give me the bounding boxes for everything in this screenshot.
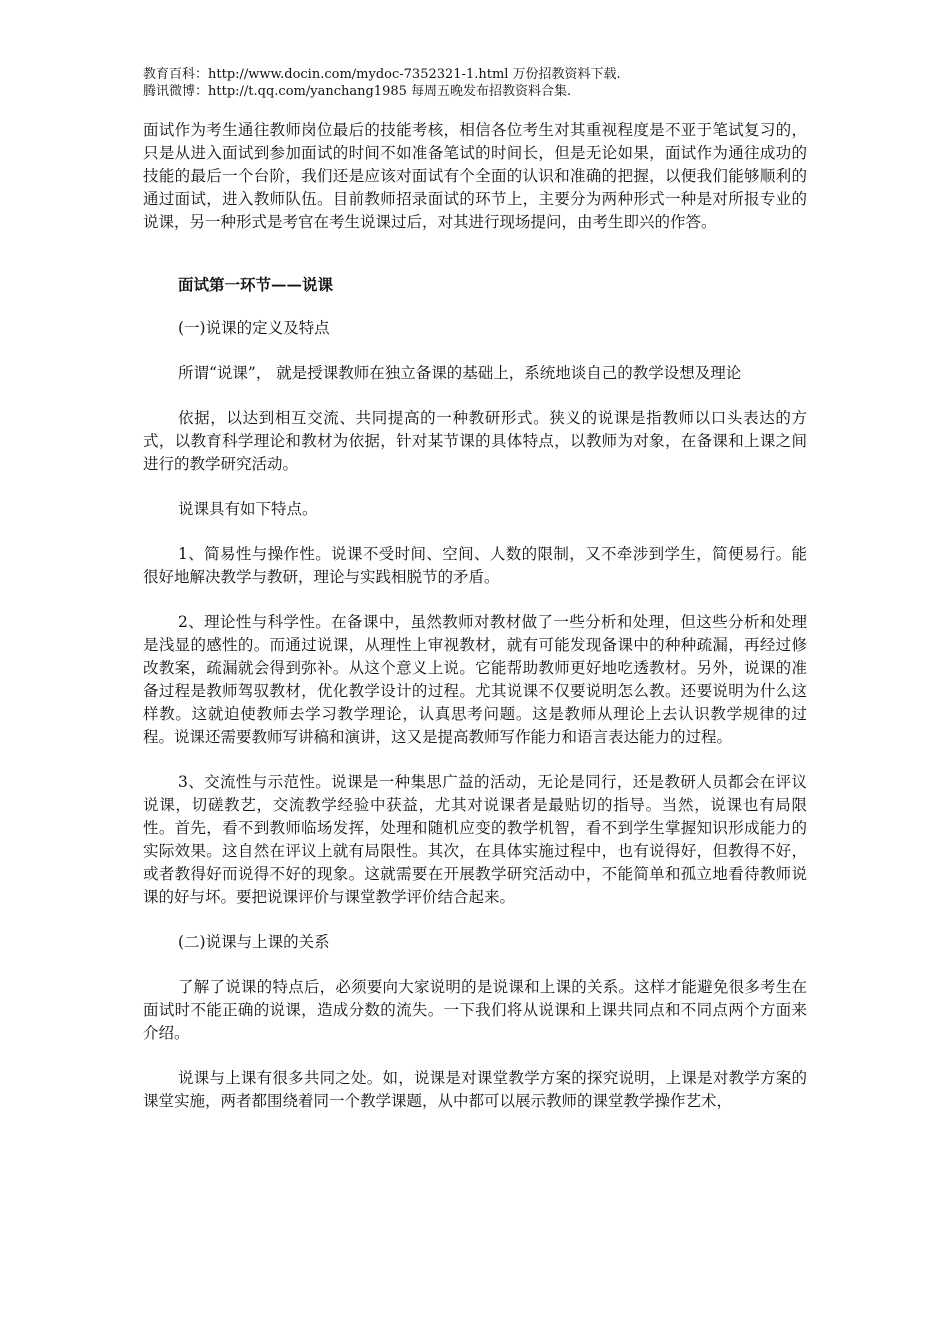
subsection-title-relation: (二)说课与上课的关系	[178, 933, 330, 951]
relation-paragraph-1: 了解了说课的特点后，必须要向大家说明的是说课和上课的关系。这样才能避免很多考生在面试时不能正确的说课，造成分数的流失。一下我们将从说课和上课共同点和不同点两个方面来介绍。	[143, 978, 807, 1042]
document-header	[143, 66, 807, 100]
feature-paragraph-3: 3、交流性与示范性。说课是一种集思广益的活动，无论是同行，还是教研人员都会在评议说课，切磋教艺，交流教学经验中获益，尤其对说课者是最贴切的指导。当然，说课也有局限性。首先，看不到教师临场发挥，处理和随机应变的教学机智，看不到学生掌握知识形成能力的实际效果。这自然在评议上就有局限性。其次，在具体实施过程中，也有说得好，但教得不好，或者教得好而说得不好的现象。这就需要在开展教学研究活动中，不能简单和孤立地看待教师说课的好与坏。要把说课评价与课堂教学评价结合起来。	[143, 773, 807, 906]
definition-paragraph-1: 所谓“说课”， 就是授课教师在独立备课的基础上，系统地谈自己的教学设想及理论	[178, 364, 742, 382]
document-page	[143, 66, 807, 1135]
header-line-weibo: 腾讯微博：http://t.qq.com/yanchang1985 每周五晚发布招教资料合集.	[143, 84, 572, 99]
relation-paragraph-2: 说课与上课有很多共同之处。如，说课是对课堂教学方案的探究说明，上课是对教学方案的课堂实施，两者都围绕着同一个教学课题，从中都可以展示教师的课堂教学操作艺术，	[143, 1069, 807, 1110]
subsection-title-definition: (一)说课的定义及特点	[178, 319, 330, 337]
features-intro: 说课具有如下特点。	[178, 500, 318, 518]
feature-paragraph-1: 1、简易性与操作性。说课不受时间、空间、人数的限制，又不牵涉到学生，简便易行。能很好地解决教学与教研，理论与实践相脱节的矛盾。	[143, 545, 807, 586]
header-line-docin: 教育百科：http://www.docin.com/mydoc-7352321-1.html 万份招教资料下载.	[143, 67, 621, 82]
intro-paragraph: 面试作为考生通往教师岗位最后的技能考核，相信各位考生对其重视程度是不亚于笔试复习的，只是从进入面试到参加面试的时间不如准备笔试的时间长，但是无论如果，面试作为通往成功的技能的最后一个台阶，我们还是应该对面试有个全面的认识和准确的把握，以便我们能够顺利的通过面试，进入教师队伍。目前教师招录面试的环节上，主要分为两种形式一种是对所报专业的说课，另一种形式是考官在考生说课过后，对其进行现场提问，由考生即兴的作答。	[143, 121, 807, 231]
section-heading: 面试第一环节——说课	[178, 275, 334, 294]
definition-paragraph-2: 依据，以达到相互交流、共同提高的一种教研形式。狭义的说课是指教师以口头表达的方式，以教育科学理论和教材为依据，针对某节课的具体特点，以教师为对象，在备课和上课之间进行的教学研究活动。	[143, 409, 807, 473]
feature-paragraph-2: 2、理论性与科学性。在备课中，虽然教师对教材做了一些分析和处理，但这些分析和处理是浅显的感性的。而通过说课，从理性上审视教材，就有可能发现备课中的种种疏漏，再经过修改教案，疏漏就会得到弥补。从这个意义上说。它能帮助教师更好地吃透教材。另外，说课的准备过程是教师驾驭教材，优化教学设计的过程。尤其说课不仅要说明怎么教。还要说明为什么这样教。这就迫使教师去学习教学理论，认真思考问题。这是教师从理论上去认识教学规律的过程。说课还需要教师写讲稿和演讲，这又是提高教师写作能力和语言表达能力的过程。	[143, 613, 807, 746]
